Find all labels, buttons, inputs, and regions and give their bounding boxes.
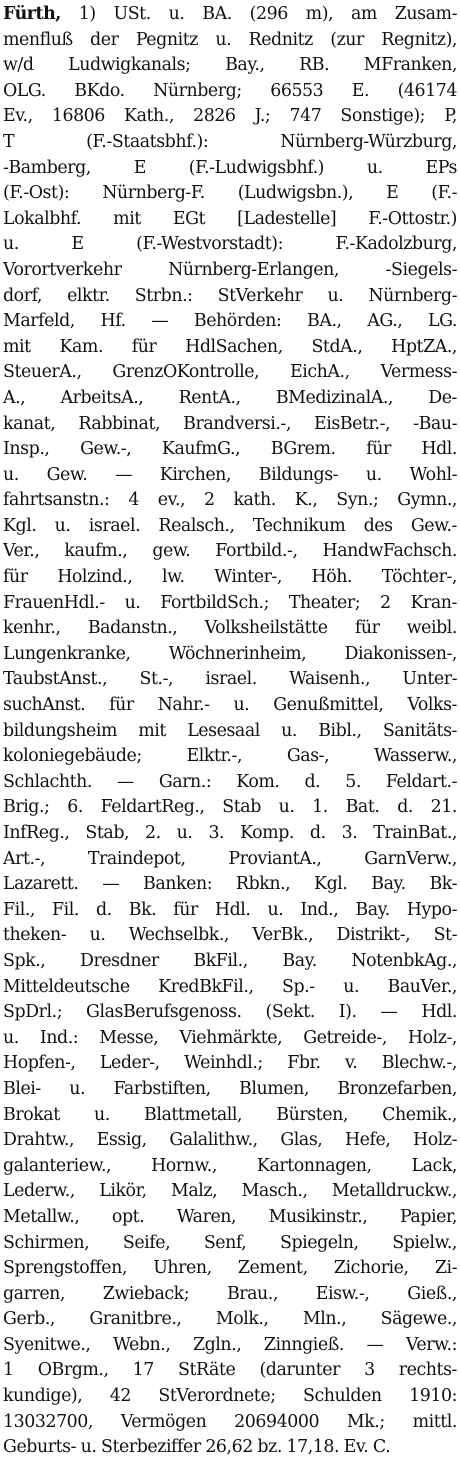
entry-line-31: Schlachth. — Garn.: Kom. d. 5. Feldart.- bbox=[3, 771, 457, 792]
entry-line-29: bildungsheim mit Lesesaal u. Bibl., Sanitäts- bbox=[3, 720, 457, 741]
entry-line-49: Schirmen, Seife, Senf, Spiegeln, Spielw., bbox=[3, 1232, 457, 1253]
entry-line-6: T (F.-Staatsbhf.): Nürnberg-Würzburg, bbox=[3, 131, 457, 152]
entry-line-50: Sprengstoffen, Uhren, Zement, Zichorie, Zi- bbox=[3, 1258, 457, 1279]
entry-line-55: kundige), 42 StVerordnete; Schulden 1910: bbox=[3, 1386, 457, 1407]
entry-line-11: Vorortverkehr Nürnberg-Erlangen, -Siegels- bbox=[3, 259, 457, 280]
entry-line-46: galanteriew., Hornw., Kartonnagen, Lack, bbox=[3, 1155, 457, 1176]
entry-line-27: TaubstAnst., St.-, israel. Waisenh., Unter- bbox=[3, 669, 457, 690]
entry-line-1 bbox=[3, 2, 457, 28]
entry-line-19: u. Gew. — Kirchen, Bildungs- u. Wohl- bbox=[3, 464, 457, 485]
entry-line-52: Gerb., Granitbre., Molk., Mln., Sägewe., bbox=[3, 1309, 457, 1330]
entry-line-57: Geburts- u. Sterbeziffer 26,62 bz. 17,18. Ev. C. bbox=[3, 1437, 391, 1458]
entry-line-35: Lazarett. — Banken: Rbkn., Kgl. Bay. Bk- bbox=[3, 874, 457, 895]
entry-line-41: u. Ind.: Messe, Viehmärkte, Getreide-, Holz-, bbox=[3, 1027, 457, 1048]
entry-line-26: Lungenkranke, Wöchnerinheim, Diakonissen-, bbox=[3, 643, 457, 664]
entry-line-16: A., ArbeitsA., RentA., BMedizinalA., De- bbox=[3, 387, 457, 408]
entry-line-28: suchAnst. für Nahr.- u. Genußmittel, Volks- bbox=[3, 695, 457, 716]
entry-line-4: OLG. BKdo. Nürnberg; 66553 E. (46174 bbox=[3, 80, 457, 101]
entry-line-17: kanat, Rabbinat, Brandversi.-, EisBetr.-, -Bau- bbox=[3, 413, 457, 434]
entry-line-42: Hopfen-, Leder-, Weinhdl.; Fbr. v. Blechw.-, bbox=[3, 1053, 457, 1074]
entry-line-51: garren, Zwieback; Brau., Eisw.-, Gieß., bbox=[3, 1283, 457, 1304]
entry-line-13: Marfeld, Hf. — Behörden: BA., AG., LG. bbox=[3, 311, 457, 332]
entry-line-22: Ver., kaufm., gew. Fortbild.-, HandwFachsch. bbox=[3, 541, 457, 562]
entry-line-9: Lokalbhf. mit EGt [Ladestelle] F.-Ottostr.) bbox=[3, 208, 457, 229]
entry-line-14: mit Kam. für HdlSachen, StdA., HptZA., bbox=[3, 336, 457, 357]
entry-line-53: Syenitwe., Webn., Zgln., Zinngieß. — Verw.: bbox=[3, 1334, 457, 1355]
entry-line-56: 13032700, Vermögen 20694000 Mk.; mittl. bbox=[3, 1411, 457, 1432]
entry-line-34: Art.-, Traindepot, ProviantA., GarnVerw., bbox=[3, 848, 457, 869]
entry-line-25: kenhr., Badanstn., Volksheilstätte für weibl. bbox=[3, 618, 457, 639]
entry-line-36: Fil., Fil. d. Bk. für Hdl. u. Ind., Bay. Hypo- bbox=[3, 899, 457, 920]
entry-line-45: Drahtw., Essig, Galalithw., Glas, Hefe, Holz- bbox=[3, 1130, 457, 1151]
entry-line-43: Blei- u. Farbstiften, Blumen, Bronzefarben, bbox=[3, 1078, 457, 1099]
entry-line-54: 1 OBrgm., 17 StRäte (darunter 3 rechts- bbox=[3, 1360, 457, 1381]
entry-line-39: Mitteldeutsche KredBkFil., Sp.- u. BauVer., bbox=[3, 976, 457, 997]
entry-line-47: Lederw., Likör, Malz, Masch., Metalldruckw., bbox=[3, 1181, 457, 1202]
entry-line-33: InfReg., Stab, 2. u. 3. Komp. d. 3. TrainBat., bbox=[3, 823, 457, 843]
entry-line-20: fahrtsanstn.: 4 ev., 2 kath. K., Syn.; Gymn., bbox=[3, 490, 457, 511]
entry-line-7: -Bamberg, E (F.-Ludwigsbhf.) u. EPs bbox=[3, 157, 457, 178]
entry-headword: Fürth, bbox=[3, 4, 61, 24]
entry-line-3: w/d Ludwigkanals; Bay., RB. MFranken, bbox=[3, 55, 457, 76]
entry-line-30: koloniegebäude; Elktr.-, Gas-, Wasserw., bbox=[3, 746, 457, 767]
entry-line-text: 1) USt. u. BA. (296 m), am Zusam- bbox=[60, 4, 457, 24]
entry-line-18: Insp., Gew.-, KaufmG., BGrem. für Hdl. bbox=[3, 439, 457, 460]
entry-line-40: SpDrl.; GlasBerufsgenoss. (Sekt. I). — Hdl. bbox=[3, 1002, 457, 1023]
entry-line-38: Spk., Dresdner BkFil., Bay. NotenbkAg., bbox=[3, 950, 457, 971]
entry-line-21: Kgl. u. israel. Realsch., Technikum des Gew.- bbox=[3, 515, 457, 536]
entry-line-48: Metallw., opt. Waren, Musikinstr., Papier, bbox=[3, 1206, 457, 1227]
entry-line-2: menfluß der Pegnitz u. Rednitz (zur Regnitz), bbox=[3, 29, 457, 50]
entry-line-15: SteuerA., GrenzOKontrolle, EichA., Vermess- bbox=[3, 362, 457, 383]
entry-line-10: u. E (F.-Westvorstadt): F.-Kadolzburg, bbox=[3, 234, 457, 255]
entry-line-24: FrauenHdl.- u. FortbildSch.; Theater; 2 Kran- bbox=[3, 592, 457, 613]
entry-line-37: theken- u. Wechselbk., VerBk., Distrikt-, St- bbox=[3, 925, 457, 946]
entry-line-12: dorf, elktr. Strbn.: StVerkehr u. Nürnberg- bbox=[3, 285, 457, 306]
entry-line-32: Brig.; 6. FeldartReg., Stab u. 1. Bat. d. 21. bbox=[3, 797, 457, 818]
entry-line-44: Brokat u. Blattmetall, Bürsten, Chemik., bbox=[3, 1104, 457, 1125]
entry-line-23: für Holzind., lw. Winter-, Höh. Töchter-, bbox=[3, 567, 457, 588]
entry-line-8: (F.-Ost): Nürnberg-F. (Ludwigsbn.), E (F.- bbox=[3, 183, 457, 204]
entry-line-5: Ev., 16806 Kath., 2826 J.; 747 Sonstige); P, bbox=[3, 106, 457, 127]
